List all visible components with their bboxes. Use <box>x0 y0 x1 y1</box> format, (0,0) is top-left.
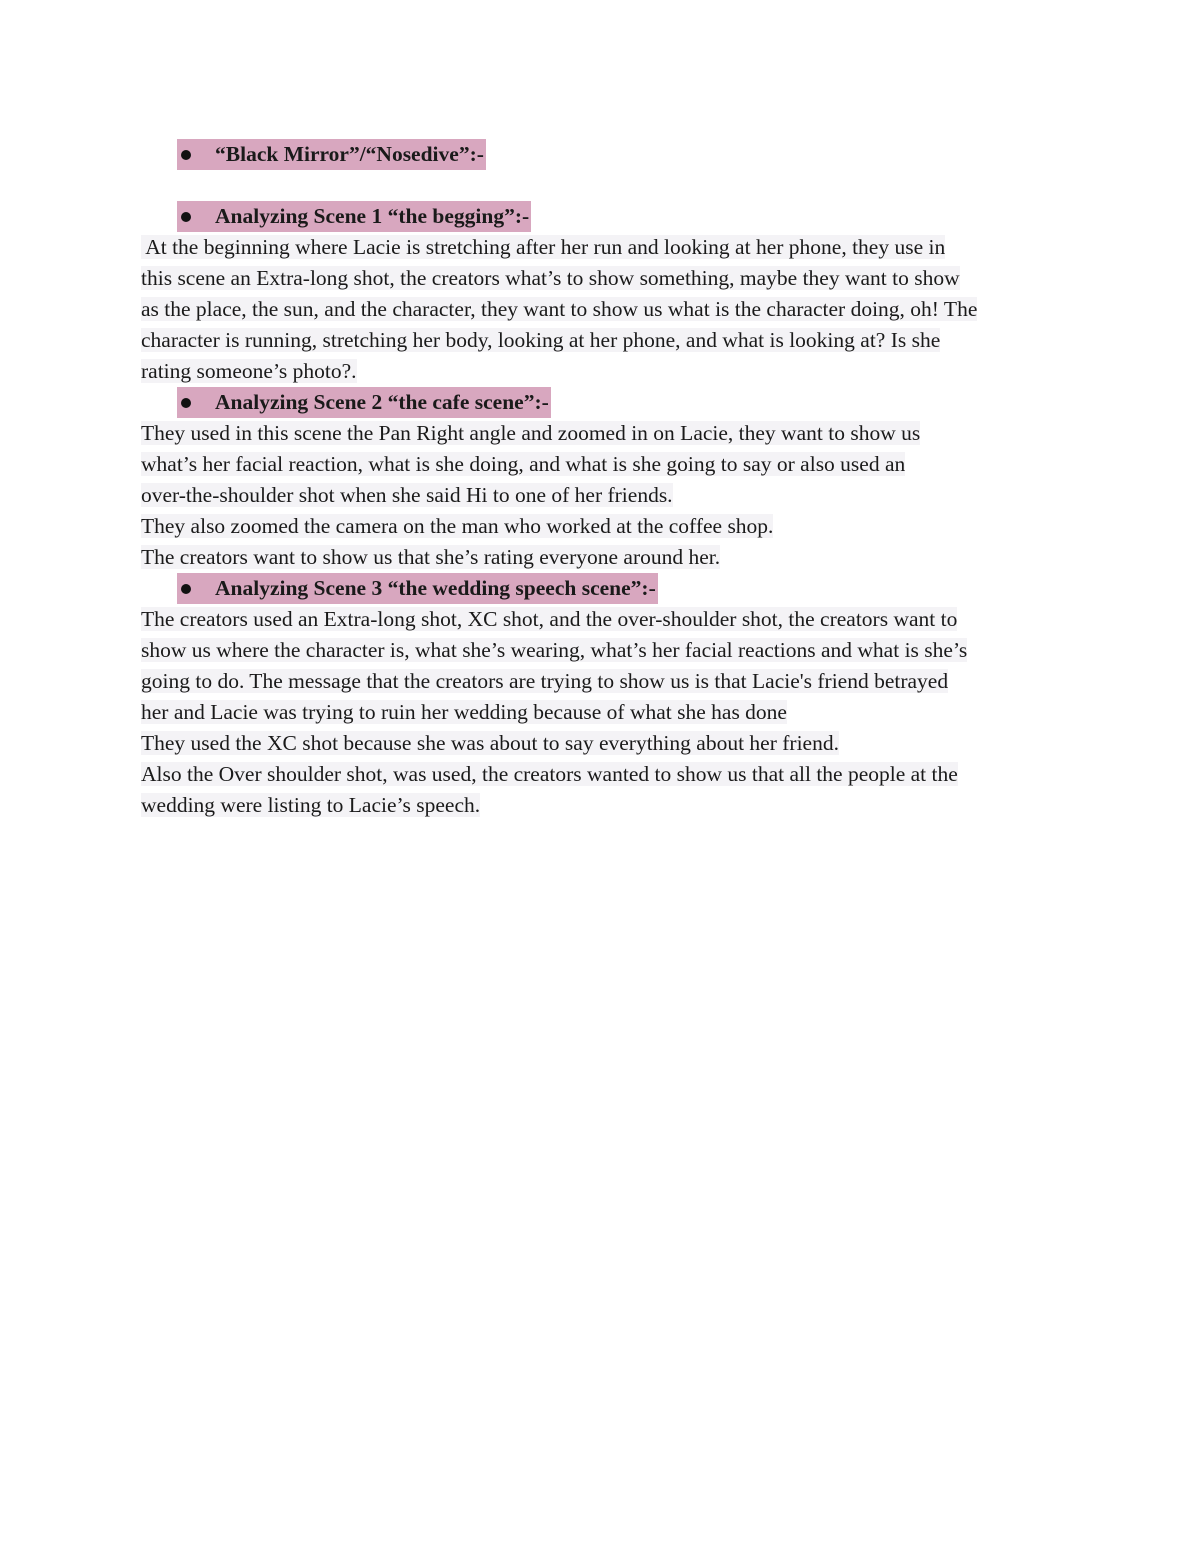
heading-text: Analyzing Scene 1 “the begging”:- <box>215 204 530 228</box>
line-text: over-the-shoulder shot when she said Hi to one of her friends. <box>141 483 673 507</box>
bullet-icon <box>181 212 191 222</box>
line-text: wedding were listing to Lacie’s speech. <box>141 793 481 817</box>
paragraph-line <box>141 232 1071 263</box>
line-text: The creators used an Extra-long shot, XC shot, and the over-shoulder shot, the creators want to <box>141 607 958 631</box>
line-text: They used in this scene the Pan Right angle and zoomed in on Lacie, they want to show us <box>141 421 921 445</box>
paragraph-line <box>141 759 1071 790</box>
heading-text: “Black Mirror”/“Nosedive”:- <box>215 142 484 166</box>
scene-3-paragraph <box>141 604 1071 821</box>
document-body <box>141 139 1071 821</box>
heading-highlight <box>177 387 551 418</box>
heading-text: Analyzing Scene 3 “the wedding speech scene”:- <box>215 576 656 600</box>
line-text: They also zoomed the camera on the man who worked at the coffee shop. <box>141 514 774 538</box>
line-text: going to do. The message that the creators are trying to show us is that Lacie's friend betrayed <box>141 669 949 693</box>
heading-highlight <box>177 201 531 232</box>
heading-scene-3 <box>141 573 1071 604</box>
paragraph-line <box>141 542 1071 573</box>
line-text: Also the Over shoulder shot, was used, the creators wanted to show us that all the people at the <box>141 762 958 786</box>
heading-highlight <box>177 139 486 170</box>
paragraph-line <box>141 294 1071 325</box>
line-text: rating someone’s photo?. <box>141 359 357 383</box>
line-text: this scene an Extra-long shot, the creators what’s to show something, maybe they want to show <box>141 266 960 290</box>
bullet-icon <box>181 584 191 594</box>
heading-text: Analyzing Scene 2 “the cafe scene”:- <box>215 390 549 414</box>
paragraph-line <box>141 418 1071 449</box>
paragraph-line <box>141 356 1071 387</box>
paragraph-line <box>141 325 1071 356</box>
paragraph-line <box>141 728 1071 759</box>
paragraph-line <box>141 697 1071 728</box>
paragraph-line <box>141 604 1071 635</box>
line-text: show us where the character is, what she’s wearing, what’s her facial reactions and what is she’s <box>141 638 968 662</box>
paragraph-line <box>141 480 1071 511</box>
heading-title <box>141 139 1071 170</box>
line-text: as the place, the sun, and the character, they want to show us what is the character doing, oh! The <box>141 297 978 321</box>
paragraph-line <box>141 511 1071 542</box>
heading-highlight <box>177 573 658 604</box>
paragraph-line <box>141 635 1071 666</box>
line-text: They used the XC shot because she was about to say everything about her friend. <box>141 731 839 755</box>
heading-scene-1 <box>141 201 1071 232</box>
blank-line <box>141 170 1071 201</box>
line-text: what’s her facial reaction, what is she doing, and what is she going to say or also used an <box>141 452 906 476</box>
scene-1-paragraph <box>141 232 1071 387</box>
line-text: At the beginning where Lacie is stretching after her run and looking at her phone, they use in <box>141 235 946 259</box>
bullet-icon <box>181 150 191 160</box>
paragraph-line <box>141 666 1071 697</box>
line-text: character is running, stretching her body, looking at her phone, and what is looking at? Is she <box>141 328 941 352</box>
line-text: The creators want to show us that she’s rating everyone around her. <box>141 545 721 569</box>
paragraph-line <box>141 263 1071 294</box>
scene-2-paragraph <box>141 418 1071 573</box>
paragraph-line <box>141 790 1071 821</box>
bullet-icon <box>181 398 191 408</box>
line-text: her and Lacie was trying to ruin her wedding because of what she has done <box>141 700 787 724</box>
paragraph-line <box>141 449 1071 480</box>
heading-scene-2 <box>141 387 1071 418</box>
